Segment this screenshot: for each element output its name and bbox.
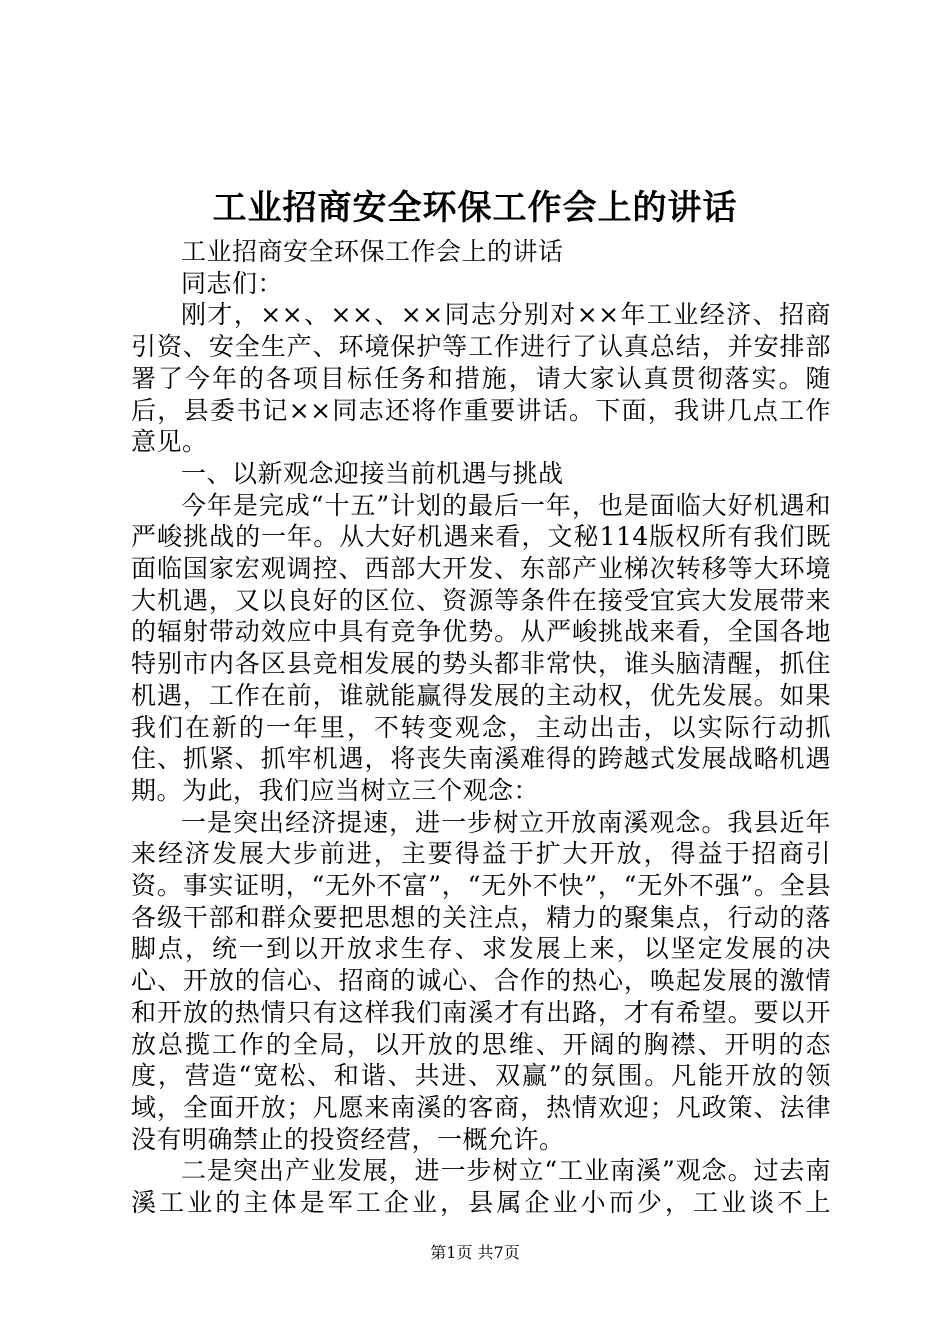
paragraph-salutation: 同志们： — [181, 268, 284, 298]
paragraph-intro: 刚才，××、××、××同志分别对××年工业经济、招商引资、安全生产、环境保护等工作进行了认真总结，并安排部署了今年的各项目标任务和措施，请大家认真贯彻落实。随后，县委书记××同志还将作重要讲话。下面，我讲几点工作意见。 — [131, 300, 831, 457]
paragraph-point-one: 一是突出经济提速，进一步树立开放南溪观念。我县近年来经济发展大步前进，主要得益于扩大开放，得益于招商引资。事实证明，“无外不富”，“无外不快”，“无外不强”。全县各级干部和群众要把思想的关注点，精力的聚集点，行动的落脚点，统一到以开放求生存、求发展上来，以坚定发展的决心、开放的信心、招商的诚心、合作的热心，唤起发展的激情和开放的热情只有这样我们南溪才有出路，才有希望。要以开放总揽工作的全局，以开放的思维、开阔的胸襟、开明的态度，营造“宽松、和谐、共进、双赢”的氛围。凡能开放的领域，全面开放；凡愿来南溪的客商，热情欢迎；凡政策、法律没有明确禁止的投资经营，一概允许。 — [131, 807, 831, 1154]
document-title: 工业招商安全环保工作会上的讲话 — [212, 188, 738, 228]
paragraph-subtitle: 工业招商安全环保工作会上的讲话 — [181, 237, 564, 266]
section-heading: 一、以新观念迎接当前机遇与挑战 — [181, 458, 564, 488]
document-body — [131, 236, 831, 1219]
paragraph-opportunity: 今年是完成“十五”计划的最后一年，也是面临大好机遇和严峻挑战的一年。从大好机遇来看，文秘114版权所有我们既面临国家宏观调控、西部大开发、东部产业梯次转移等大环境大机遇，又以良好的区位、资源等条件在接受宜宾大发展带来的辐射带动效应中具有竞争优势。从严峻挑战来看，全国各地特别市内各区县竞相发展的势头都非常快，谁头脑清醒，抓住机遇，工作在前，谁就能赢得发展的主动权，优先发展。如果我们在新的一年里，不转变观念，主动出击，以实际行动抓住、抓紧、抓牢机遇，将丧失南溪难得的跨越式发展战略机遇期。为此，我们应当树立三个观念： — [131, 490, 831, 805]
paragraph-point-two: 二是突出产业发展，进一步树立“工业南溪”观念。过去南溪工业的主体是军工企业，县属企业小而少，工业谈不上 — [131, 1156, 831, 1218]
page-footer: 第1页 共7页 — [430, 1243, 520, 1262]
